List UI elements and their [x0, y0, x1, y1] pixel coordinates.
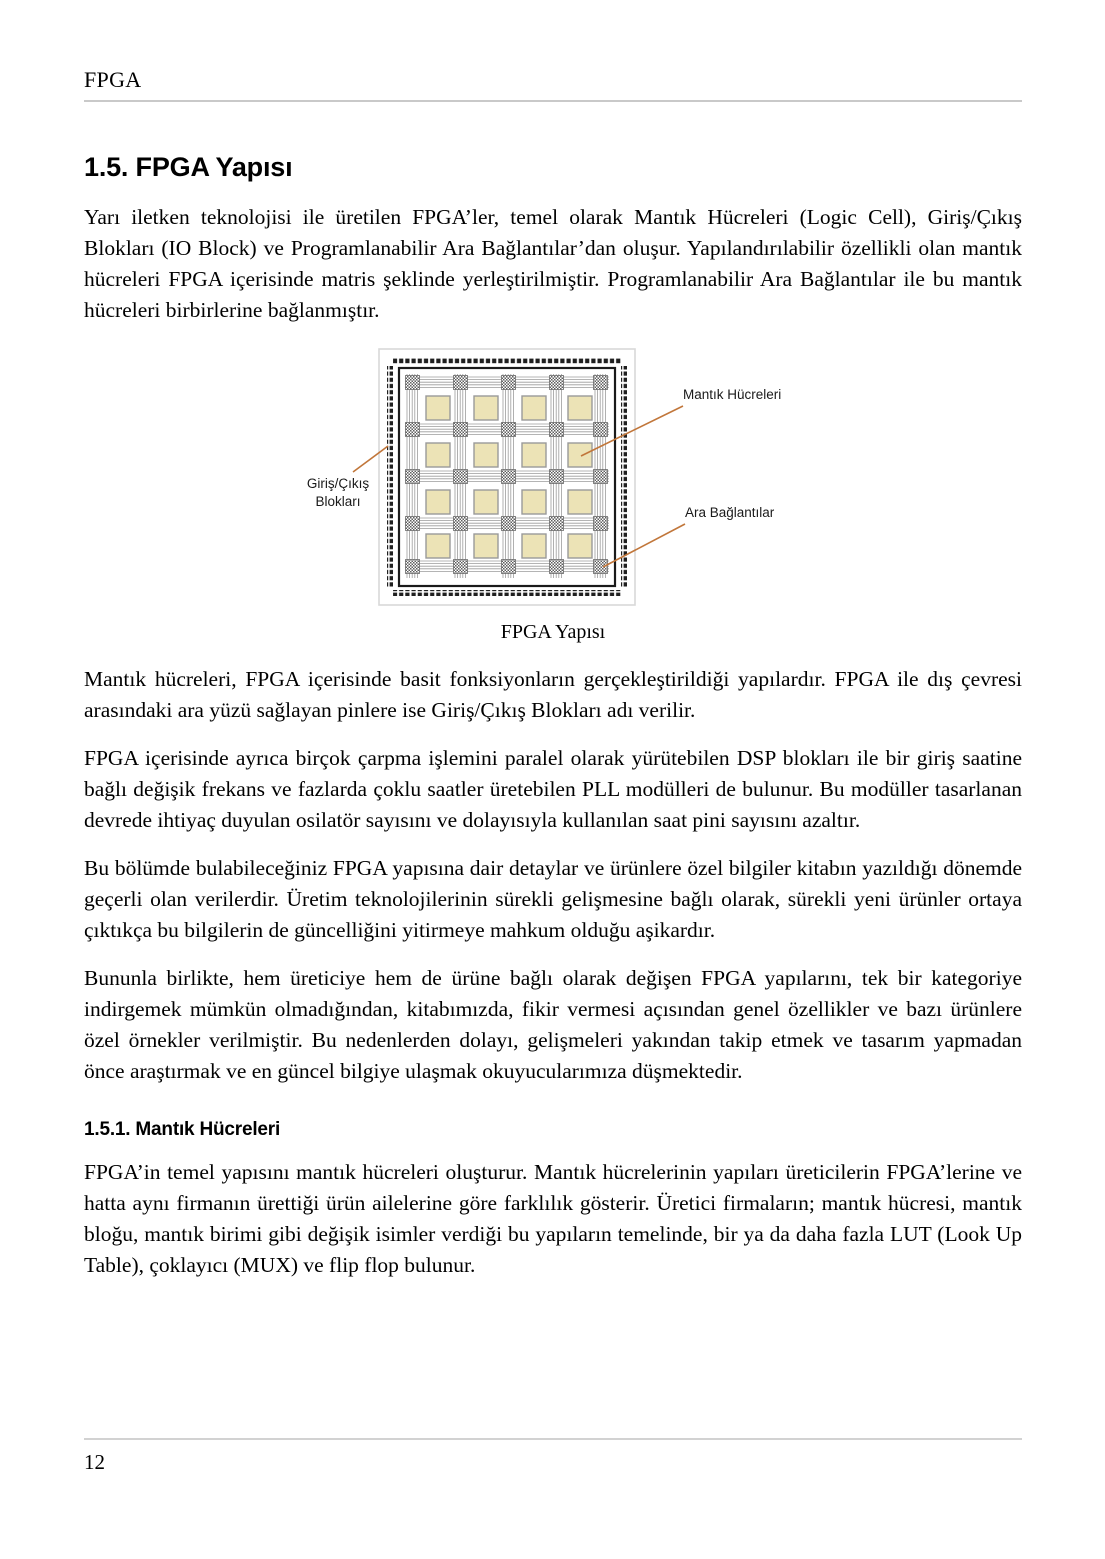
paragraph-dsp-pll: FPGA içerisinde ayrıca birçok çarpma işlemini paralel olarak yürütebilen DSP blokları ile bir giriş saatine bağlı değişik frekans ve fazlarda çoklu saatler üretebilen PLL modülleri de bulunur. Bu modüller tasarlanan devrede ihtiyaç duyulan osilatör sayısını ve dolayısıyla kullanılan saat pini sayısını azaltır. — [84, 746, 1022, 832]
subsection-title: 1.5.1. Mantık Hücreleri — [84, 1119, 281, 1140]
paragraph-scope-note: Bununla birlikte, hem üreticiye hem de ürüne bağlı olarak değişen FPGA yapılarını, tek bir kategoriye indirgemek mümkün olmadığından, kitabımızda, fikir vermesi açısından genel özellikler ve bazı ürünlere özel örnekler verilmiştir. Bu nedenlerden dolayı, gelişmeleri yakından takip etmek ve tasarım yapmadan önce araştırmak ve en güncel bilgiye ulaşmak okuyucularımıza düşmektedir. — [84, 966, 1022, 1083]
label-interconnects: Ara Bağlantılar — [685, 505, 775, 520]
header-title: FPGA — [84, 67, 142, 92]
paragraph-intro: Yarı iletken teknolojisi ile üretilen FPGA’ler, temel olarak Mantık Hücreleri (Logic Cell), Giriş/Çıkış Blokları (IO Block) ve Programlanabilir Ara Bağlantılar’dan oluşur. Yapılandırılabilir özellikli olan mantık hücreleri FPGA içerisinde matris şeklinde yerleştirilmiştir. Programlanabilir Ara Bağlantılar ile bu mantık hücreleri birbirlerine bağlanmıştır. — [84, 205, 1022, 322]
page-content — [84, 150, 1022, 1281]
header-divider — [84, 100, 1022, 102]
fpga-structure-figure — [84, 346, 1022, 646]
label-io-blocks-line1: Giriş/Çıkış — [306, 476, 370, 491]
page-footer — [84, 1438, 1022, 1476]
paragraph-lut-mux-ff: FPGA’in temel yapısını mantık hücreleri oluşturur. Mantık hücrelerinin yapıları üreticilerin FPGA’lerine ve hatta aynı firmanın ürettiği ürün ailelerine göre farklılık gösterir. Üretici firmaların; mantık hücresi, mantık bloğu, mantık birimi gibi değişik isimler verdiği bu yapıların temelinde, bir ya da daha fazla LUT (Look Up Table), çoklayıcı (MUX) ve flip flop bulunur. — [84, 1160, 1022, 1277]
fpga-diagram-svg — [293, 346, 813, 608]
paragraph-currency-note: Bu bölümde bulabileceğiniz FPGA yapısına dair detaylar ve ürünlere özel bilgiler kitabın yazıldığı dönemde geçerli olan verilerdir. Üretim teknolojilerinin sürekli gelişmesine bağlı olarak, sürekli yeni ürünler ortaya çıktıkça bu bilgilerin de güncelliğini yitirmeye mahkum olduğu aşikardır. — [84, 856, 1022, 942]
figure-image — [84, 346, 1022, 608]
footer-divider — [84, 1438, 1022, 1440]
page-header — [84, 66, 1022, 102]
label-io-blocks-line2: Blokları — [315, 494, 361, 509]
figure-caption: FPGA Yapısı — [500, 621, 606, 643]
paragraph-logic-cells: Mantık hücreleri, FPGA içerisinde basit fonksiyonların gerçekleştirildiği yapılardır. FPGA ile dış çevresi arasındaki ara yüzü sağlayan pinlere ise Giriş/Çıkış Blokları adı verilir. — [84, 667, 1022, 722]
label-logic-cells: Mantık Hücreleri — [683, 387, 782, 402]
page-number: 12 — [84, 1450, 105, 1474]
page-title: 1.5. FPGA Yapısı — [84, 152, 293, 182]
